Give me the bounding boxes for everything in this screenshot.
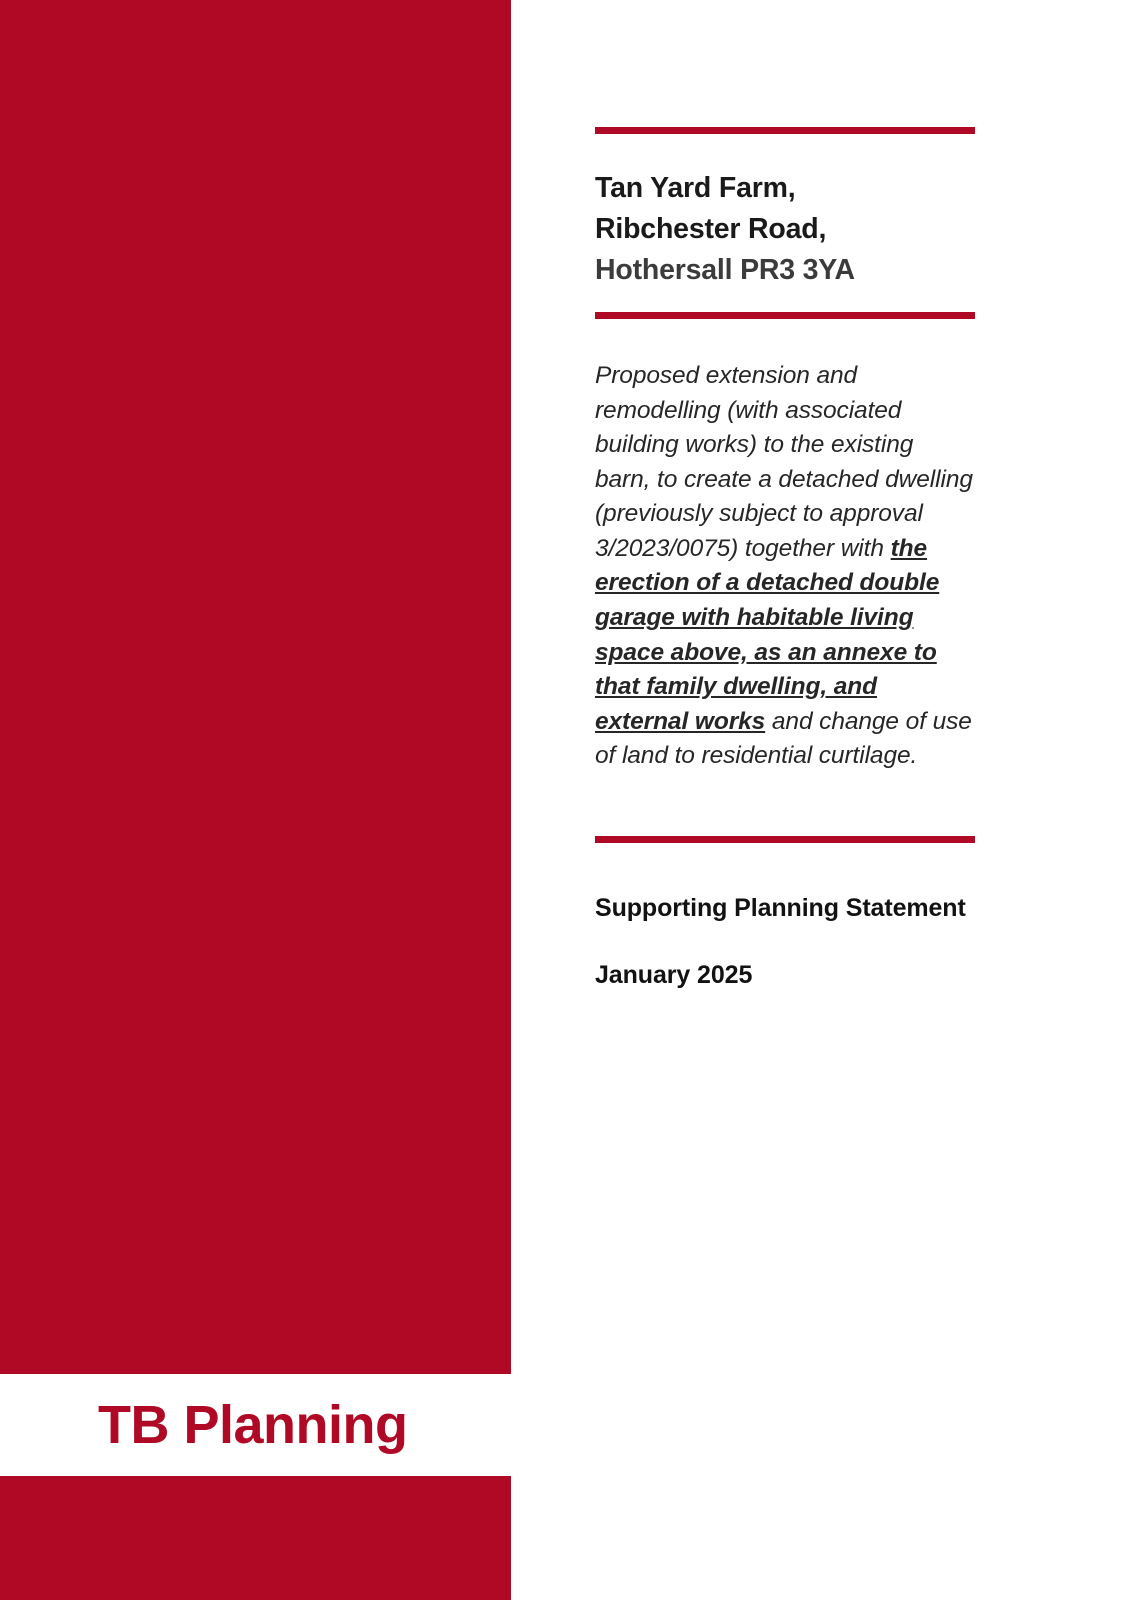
spacer [595,774,975,836]
proposal-description [595,359,975,773]
cover-title-block [595,168,975,290]
address-line-2: Ribchester Road, [595,212,827,245]
cover-left-color-band-lower [0,1476,511,1600]
divider-top [595,127,975,134]
address-line-3: Hothersall PR3 3YA [595,253,855,286]
cover-left-color-band [0,0,511,1374]
address-line-1: Tan Yard Farm, [595,172,796,204]
divider-lower [595,836,975,843]
description-part-1: Proposed extension and remodelling (with associated building works) to the existing barn, to create a detached dwelling (previously subject to approval 3/2023/0075) together with [595,362,973,562]
document-meta [595,891,975,991]
description-part-2: and change of use of land to residential curtilage. [595,707,972,770]
cover-content-column [595,0,975,1600]
divider-middle [595,312,975,319]
brand-logo-text: TB Planning [98,1395,408,1455]
description-emphasis: the erection of a detached double garage with habitable living space above, as an annexe to that family dwelling, and external works [595,534,940,735]
document-date: January 2025 [595,961,753,990]
logo-strip [0,1374,511,1476]
document-type: Supporting Planning Statement [595,893,966,922]
